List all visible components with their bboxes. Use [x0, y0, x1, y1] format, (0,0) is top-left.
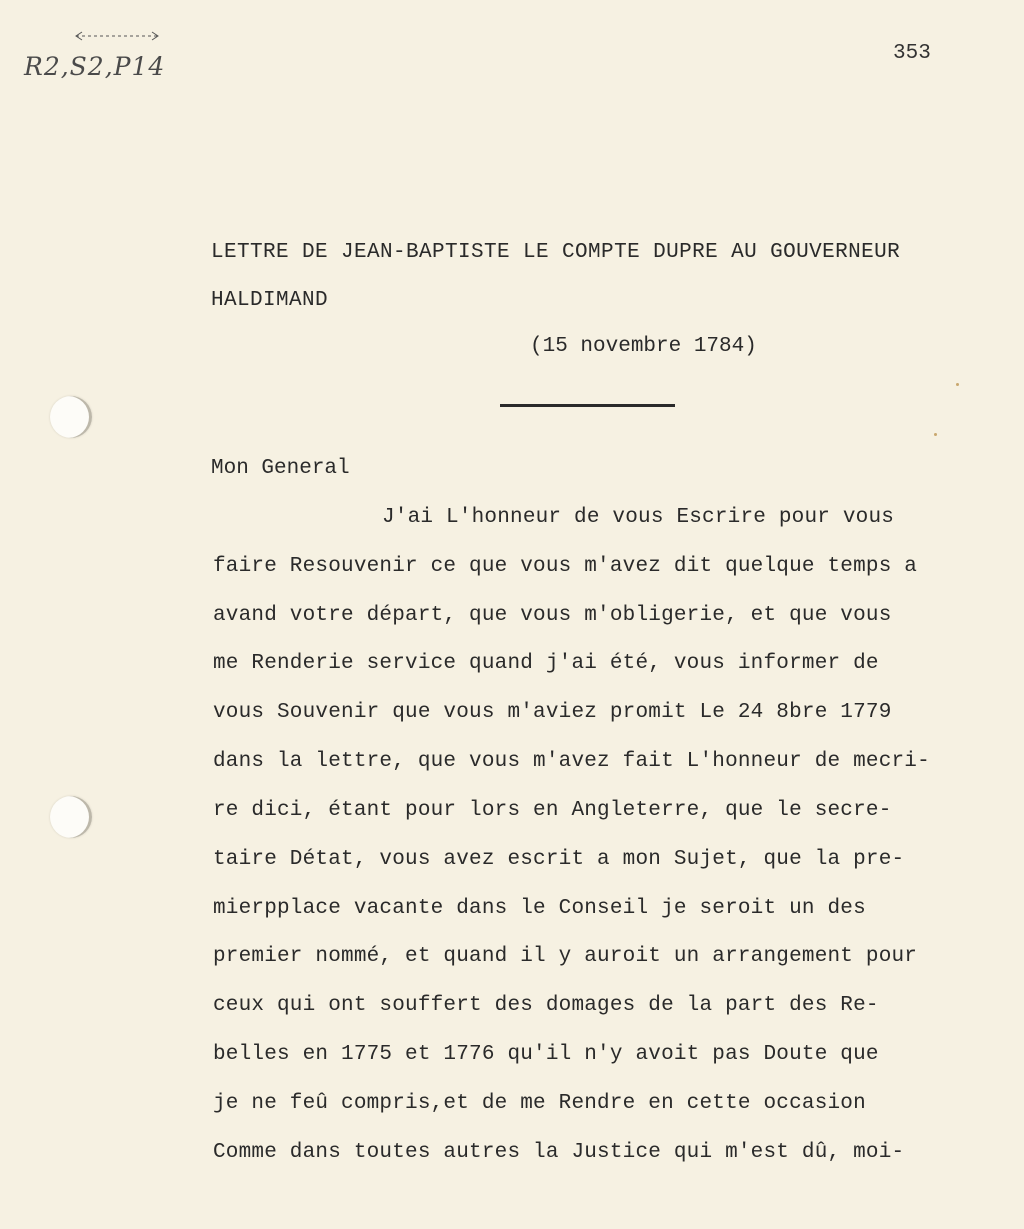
letter-date: (15 novembre 1784) — [530, 335, 757, 358]
body-line: belles en 1775 et 1776 qu'il n'y avoit pas Doute que — [213, 1043, 879, 1066]
paper-speck — [956, 383, 959, 386]
body-line: avand votre départ, que vous m'obligerie, et que vous — [213, 604, 892, 627]
handwritten-reference-note: R2,S2,P14 — [24, 52, 166, 81]
body-line: taire Détat, vous avez escrit a mon Sujet, que la pre- — [213, 848, 905, 871]
salutation: Mon General — [211, 457, 350, 480]
body-line: faire Resouvenir ce que vous m'avez dit quelque temps a — [213, 555, 918, 578]
body-line: premier nommé, et quand il y auroit un arrangement pour — [213, 945, 918, 968]
body-line: J'ai L'honneur de vous Escrire pour vous — [382, 506, 895, 529]
title-divider — [500, 404, 675, 407]
body-line: ceux qui ont souffert des domages de la part des Re- — [213, 994, 879, 1017]
paper-speck — [934, 433, 937, 436]
reference-arrows-icon — [72, 28, 162, 42]
body-line: vous Souvenir que vous m'aviez promit Le 24 8bre 1779 — [213, 701, 892, 724]
body-line: dans la lettre, que vous m'avez fait L'honneur de mecri- — [213, 750, 930, 773]
letter-title-line-2: HALDIMAND — [211, 289, 329, 312]
body-line: mierpplace vacante dans le Conseil je seroit un des — [213, 897, 866, 920]
body-line: re dici, étant pour lors en Angleterre, que le secre- — [213, 799, 892, 822]
letter-title-line-1: LETTRE DE JEAN-BAPTISTE LE COMPTE DUPRE AU GOUVERNEUR — [211, 241, 901, 264]
punch-hole — [50, 796, 92, 838]
body-line: je ne feû compris,et de me Rendre en cette occasion — [213, 1092, 866, 1115]
body-line: me Renderie service quand j'ai été, vous informer de — [213, 652, 879, 675]
punch-hole — [50, 396, 92, 438]
body-line: Comme dans toutes autres la Justice qui m'est dû, moi- — [213, 1141, 905, 1164]
page-number: 353 — [893, 42, 931, 65]
